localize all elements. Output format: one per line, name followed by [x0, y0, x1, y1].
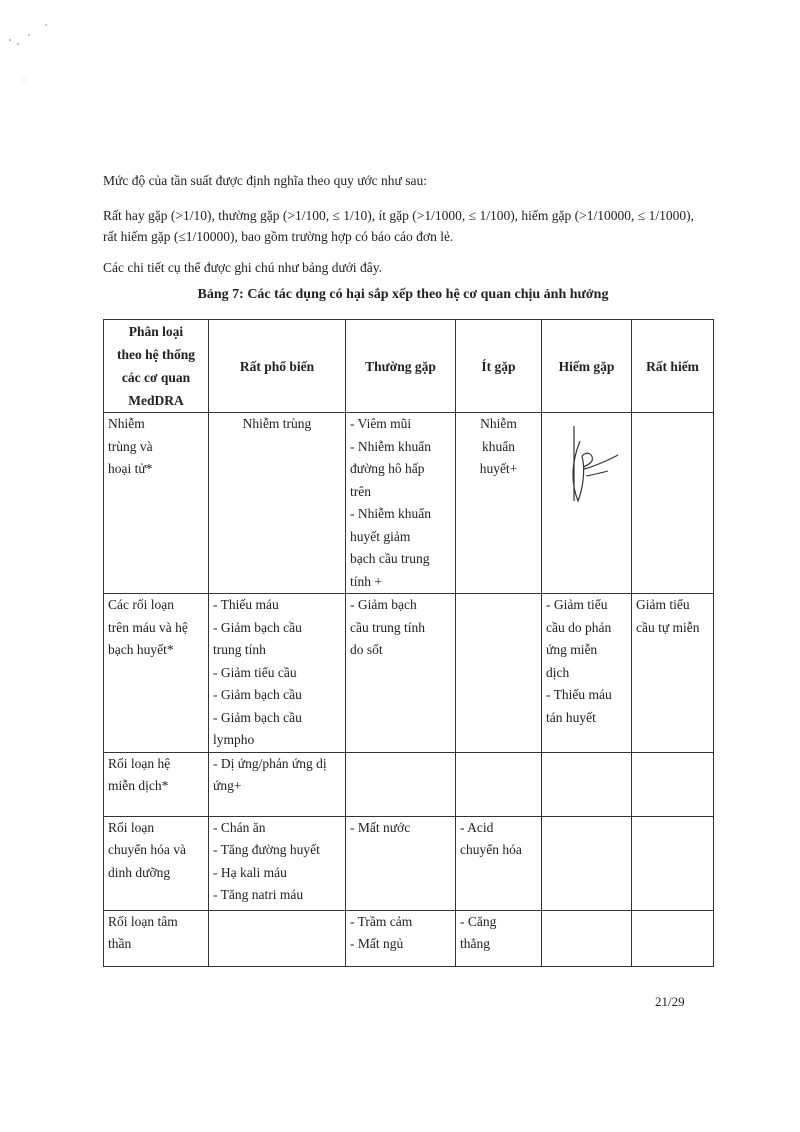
cell-line: - Giảm bạch cầu	[213, 687, 302, 702]
cell-line: chuyển hóa và	[108, 842, 186, 857]
cell-line: Nhiễm	[480, 416, 517, 431]
cell-line: - Hạ kali máu	[213, 864, 287, 880]
cell-line: lympho	[213, 732, 255, 747]
cell-line: chuyển hóa	[460, 842, 522, 857]
header-common: Thường gặp	[346, 320, 456, 413]
organ-class-cell	[104, 752, 209, 816]
cell-line: - Trầm cảm	[350, 913, 413, 929]
cell-line: cầu do phản	[546, 619, 612, 635]
cell-line: do sốt	[350, 642, 383, 657]
header-organ-class-line: các cơ quan	[121, 370, 191, 385]
common-cell	[346, 594, 456, 753]
cell-line: trùng và	[108, 438, 153, 454]
page-number: 21/29	[655, 994, 685, 1009]
common-cell	[346, 910, 456, 966]
very-common-cell	[209, 594, 346, 753]
cell-line: - Giảm bạch cầu	[213, 709, 302, 725]
cell-line: - Tăng natri máu	[213, 887, 304, 902]
organ-class-cell	[104, 910, 209, 966]
cell-line: - Thiếu máu	[546, 687, 612, 702]
cell-line: trên máu và hệ	[108, 619, 188, 635]
header-very-rare: Rất hiếm	[632, 320, 714, 413]
header-row	[104, 320, 714, 413]
table-row-immune	[104, 752, 714, 816]
rare-cell	[542, 816, 632, 910]
cell-line: - Nhiễm khuẩn	[350, 506, 431, 521]
cell-line: Nhiễm trùng	[242, 416, 312, 431]
cell-line: ứng miễn	[546, 642, 598, 657]
table-row-blood	[104, 594, 714, 753]
cell-line: khuẩn	[482, 438, 515, 454]
cell-line: tán huyết	[546, 709, 596, 725]
cell-line: - Giảm tiểu cầu	[213, 664, 297, 680]
rare-cell	[542, 910, 632, 966]
cell-line: - Mất nước	[350, 819, 411, 835]
header-organ-class-line: Phân loại	[128, 324, 184, 339]
very-rare-cell	[632, 910, 714, 966]
cell-line: - Giảm tiểu	[546, 597, 608, 612]
cell-line: Rối loạn hệ	[108, 755, 171, 771]
table-row-psychiatric	[104, 910, 714, 966]
cell-line: cầu tự miễn	[636, 619, 700, 635]
scan-specks	[0, 0, 60, 120]
very-common-cell	[209, 413, 346, 594]
organ-class-cell	[104, 594, 209, 753]
cell-line: dinh dưỡng	[108, 864, 171, 880]
cell-line: trên	[350, 483, 371, 499]
organ-class-cell	[104, 413, 209, 594]
cell-line: Rối loạn	[108, 819, 155, 835]
cell-line: ứng+	[213, 778, 242, 793]
cell-line: Các rối loạn	[108, 597, 174, 612]
cell-line: - Tăng đường huyết	[213, 842, 320, 857]
organ-class-cell	[104, 816, 209, 910]
cell-line: hoại tử*	[108, 461, 153, 476]
very-rare-cell	[632, 752, 714, 816]
cell-line: Giảm tiểu	[636, 597, 690, 612]
cell-line: bạch cầu trung	[350, 551, 430, 566]
cell-line: Nhiễm	[108, 416, 145, 431]
cell-line: cầu trung tính	[350, 619, 425, 635]
frequency-definition: Mức độ của tần suất được định nghĩa theo quy ước như sau:	[103, 173, 427, 188]
header-organ-class	[104, 320, 209, 413]
cell-line: - Dị ứng/phản ứng dị	[213, 755, 327, 771]
cell-line: - Thiếu máu	[213, 597, 279, 612]
header-very-common: Rất phổ biến	[209, 320, 346, 413]
cell-line: Rối loạn tâm	[108, 913, 178, 929]
header-organ-class-line: theo hệ thống	[116, 347, 195, 362]
cell-line: thần	[108, 936, 132, 951]
table-caption: Bảng 7: Các tác dụng có hại sắp xếp theo hệ cơ quan chịu ảnh hưởng	[197, 287, 609, 302]
rare-cell	[542, 594, 632, 753]
cell-line: huyết+	[479, 461, 518, 476]
common-cell	[346, 413, 456, 594]
common-cell	[346, 752, 456, 816]
cell-line: bạch huyết*	[108, 642, 174, 657]
cell-line: - Viêm mũi	[350, 416, 412, 431]
cell-line: tính +	[350, 573, 382, 589]
rare-cell	[542, 752, 632, 816]
cell-line: - Giảm bạch	[350, 597, 417, 612]
cell-line: - Giảm bạch cầu	[213, 619, 302, 635]
rare-cell	[542, 413, 632, 594]
cell-line: - Chán ăn	[213, 819, 266, 835]
header-rare: Hiếm gặp	[542, 320, 632, 413]
frequency-scale: Rất hay gặp (>1/10), thường gặp (>1/100, ≤ 1/10), ít gặp (>1/1000, ≤ 1/100), hiếm gặp (>1/10000, ≤ 1/1000), rất hiếm gặp (≤1/10000), bao gồm trường hợp có báo cáo đơn lẻ.	[103, 208, 694, 244]
details-note: Các chi tiết cụ thể được ghi chú như bảng dưới đây.	[103, 260, 383, 275]
uncommon-cell	[456, 816, 542, 910]
uncommon-cell	[456, 752, 542, 816]
header-organ-class-line: MedDRA	[128, 393, 184, 408]
common-cell	[346, 816, 456, 910]
very-common-cell	[209, 816, 346, 910]
very-rare-cell	[632, 413, 714, 594]
very-rare-cell	[632, 594, 714, 753]
cell-line: thẳng	[460, 936, 490, 951]
cell-line: trung tính	[213, 642, 266, 657]
cell-line: dịch	[546, 664, 570, 680]
uncommon-cell	[456, 594, 542, 753]
cell-line: miễn dịch*	[108, 778, 169, 793]
cell-line: - Nhiễm khuẩn	[350, 438, 431, 454]
cell-line: - Mất ngủ	[350, 936, 404, 951]
uncommon-cell	[456, 413, 542, 594]
very-common-cell	[209, 910, 346, 966]
cell-line: huyết giảm	[350, 528, 411, 544]
very-rare-cell	[632, 816, 714, 910]
table-row-infections	[104, 413, 714, 594]
cell-line: - Acid	[460, 819, 494, 835]
uncommon-cell	[456, 910, 542, 966]
header-uncommon: Ít gặp	[456, 320, 542, 413]
cell-line: đường hô hấp	[350, 461, 425, 476]
table-row-metabolism	[104, 816, 714, 910]
very-common-cell	[209, 752, 346, 816]
signature-mark	[552, 421, 622, 511]
cell-line: - Căng	[460, 913, 497, 929]
adverse-effects-table	[103, 319, 714, 967]
